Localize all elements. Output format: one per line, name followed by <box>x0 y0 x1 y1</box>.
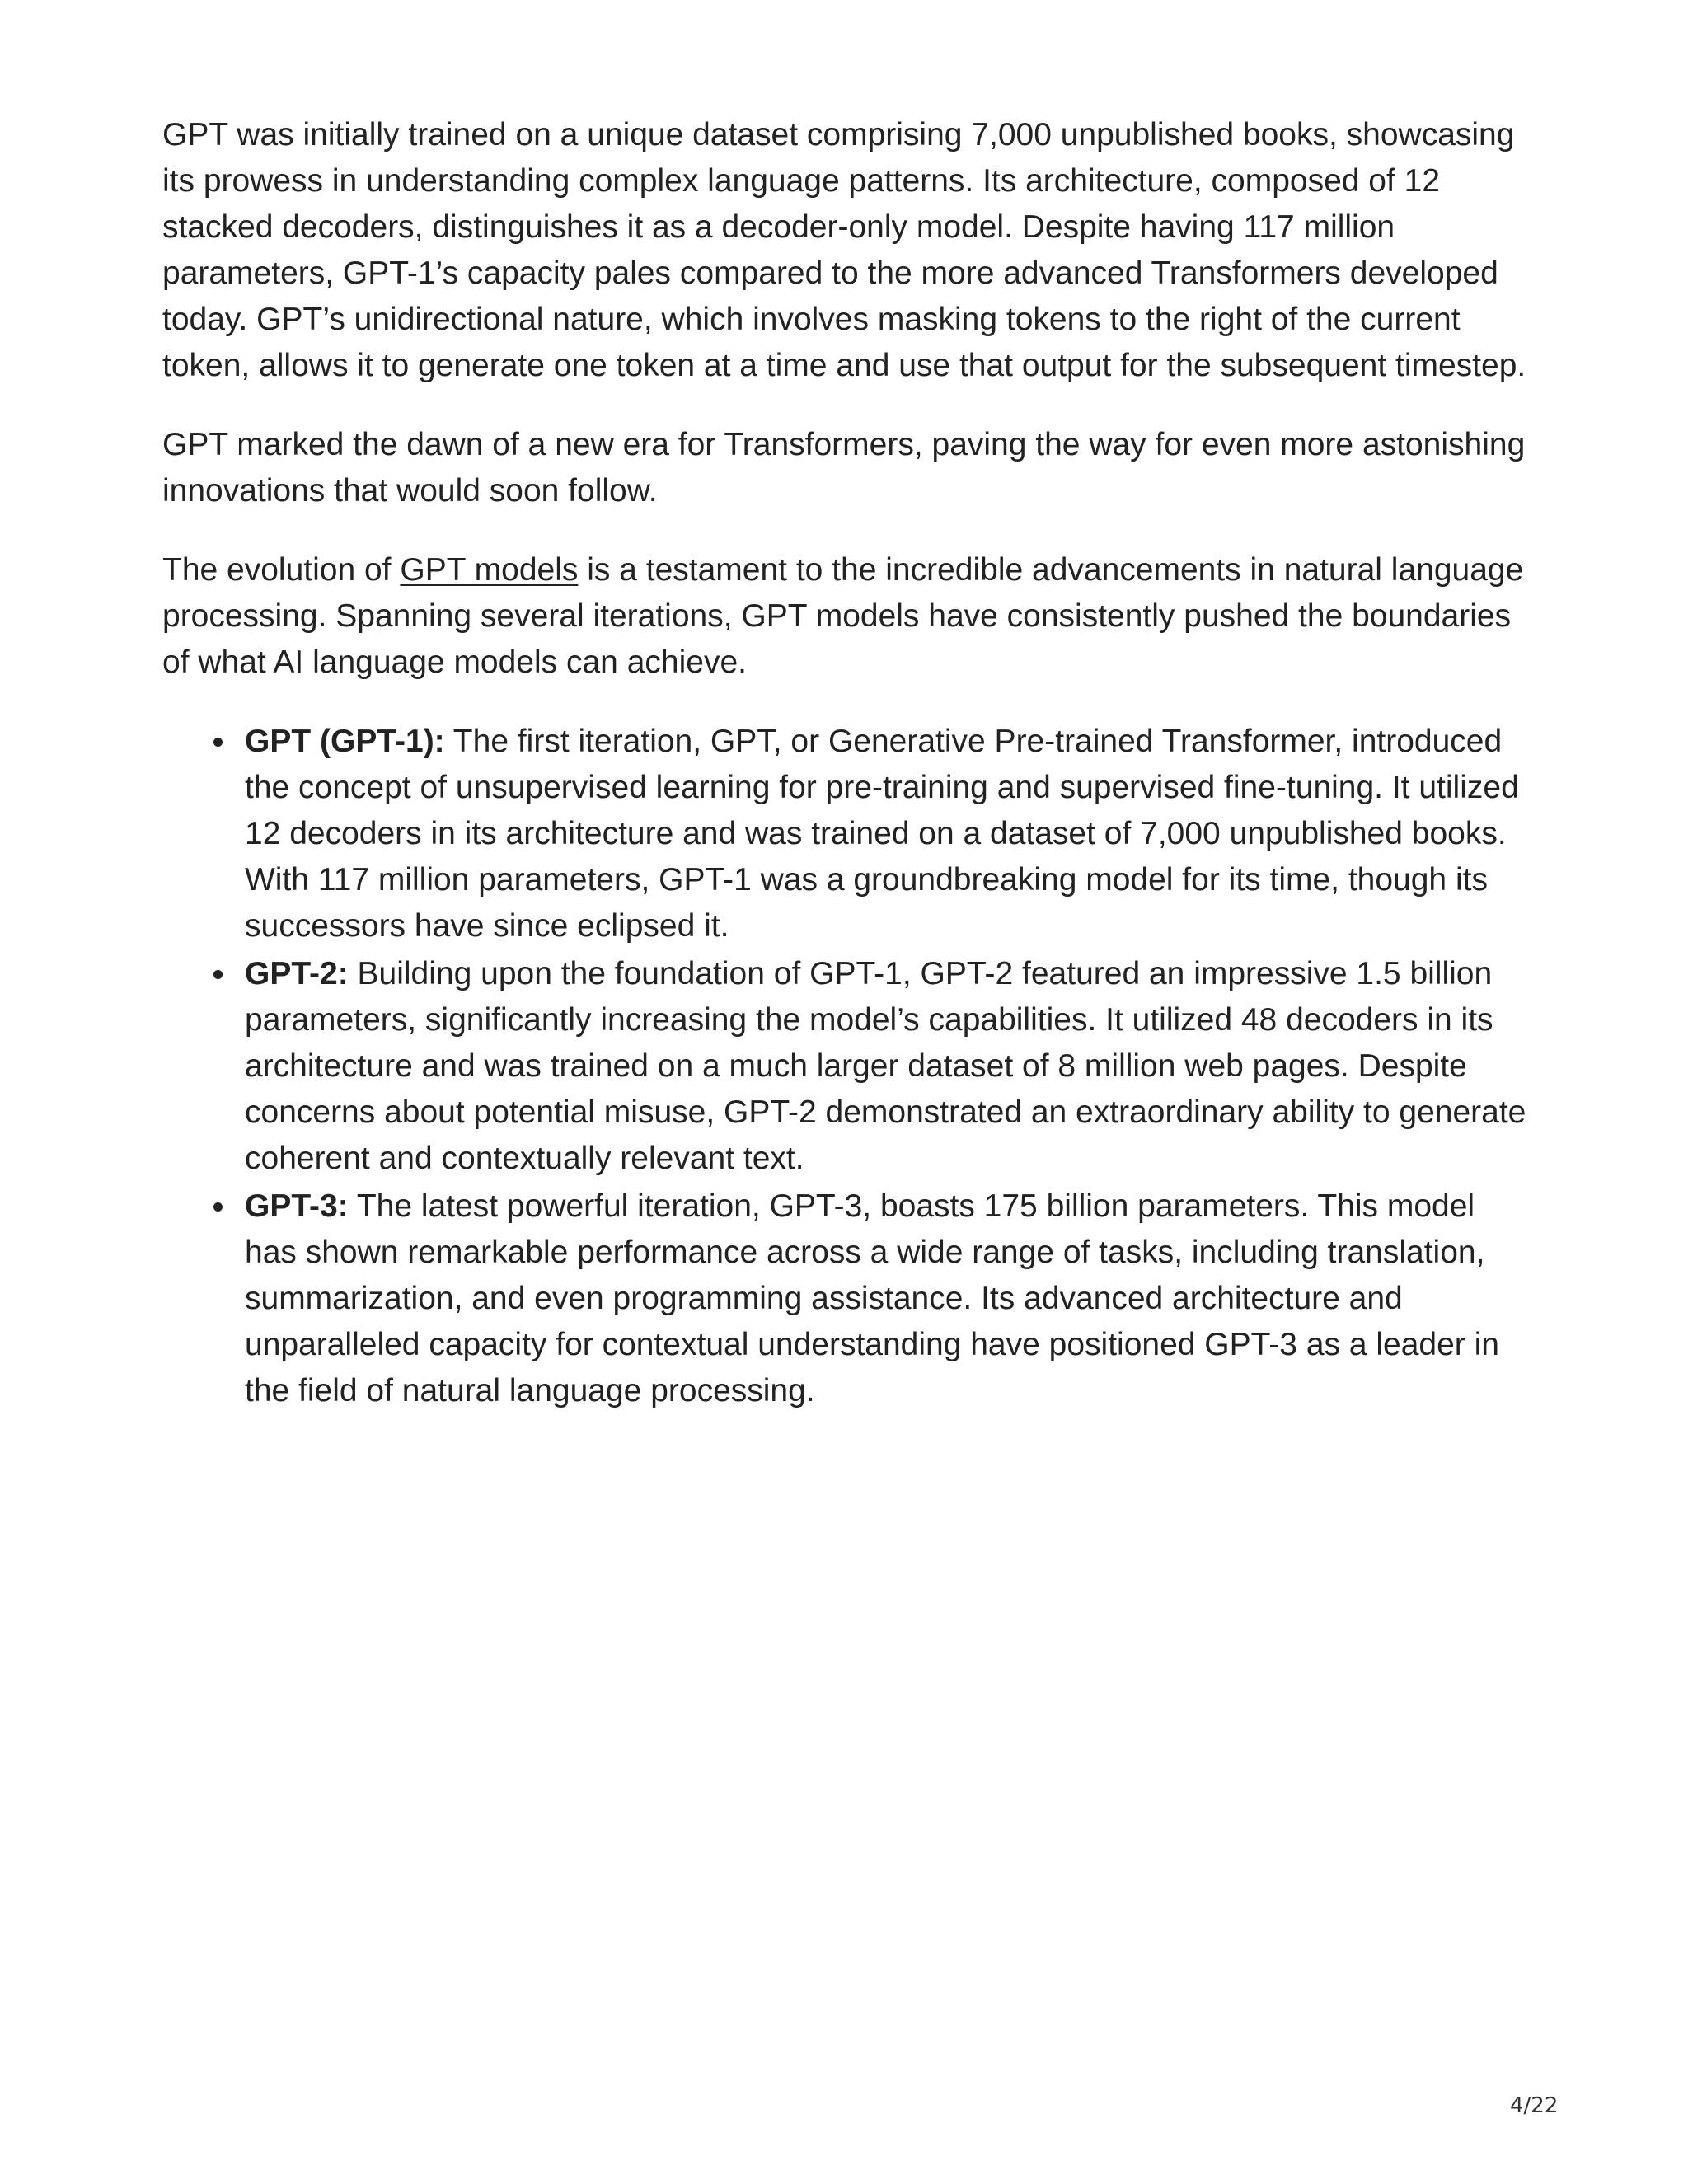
list-item-label: GPT-2: <box>245 956 349 991</box>
list-item-gpt-3 <box>245 1183 1531 1414</box>
list-item-gpt-1 <box>245 719 1531 949</box>
bullet-dot-icon <box>213 738 223 747</box>
article-body <box>162 112 1531 1416</box>
paragraph-gpt-new-era: GPT marked the dawn of a new era for Transformers, paving the way for even more astonishing innovations that would soon follow. <box>162 427 1526 509</box>
gpt-models-link[interactable]: GPT models <box>400 552 579 588</box>
list-item-label: GPT (GPT-1): <box>245 724 445 759</box>
paragraph-gpt-evolution <box>162 547 1531 686</box>
list-item-text: Building upon the foundation of GPT-1, GPT-2 featured an impressive 1.5 billion parameters, significantly increasing the model’s capabilities. It utilized 48 decoders in its architecture and was trained on a much larger dataset of 8 million web pages. Despite concerns about potential misuse, GPT-2 demonstrated an extraordinary ability to generate coherent and contextually relevant text. <box>245 956 1526 1176</box>
evolution-text-before-link: The evolution of <box>162 552 401 588</box>
list-item-label: GPT-3: <box>245 1188 349 1224</box>
list-item-text: The first iteration, GPT, or Generative Pre-trained Transformer, introduced the concept of unsupervised learning for pre-training and supervised fine-tuning. It utilized 12 decoders in its architecture and was trained on a dataset of 7,000 unpublished books. With 117 million parameters, GPT-1 was a groundbreaking model for its time, though its successors have since eclipsed it. <box>245 724 1519 944</box>
page-number: 4/22 <box>1510 2093 1559 2118</box>
list-item-text: The latest powerful iteration, GPT-3, boasts 175 billion parameters. This model has shown remarkable performance across a wide range of tasks, including translation, summarization, and even programming assistance. Its advanced architecture and unparalleled capacity for contextual understanding have positioned GPT-3 as a leader in the field of natural language processing. <box>245 1188 1499 1408</box>
list-item-gpt-2 <box>245 951 1531 1182</box>
gpt-versions-list <box>162 719 1531 1414</box>
bullet-dot-icon <box>213 1202 223 1212</box>
evolution-text-after-link: is a testament to the incredible advancements in natural language processing. Spanning several iterations, GPT models have consistently pushed the boundaries of what AI language models can achieve. <box>162 552 1524 680</box>
paragraph-gpt-training: GPT was initially trained on a unique dataset comprising 7,000 unpublished books, showcasing its prowess in understanding complex language patterns. Its architecture, composed of 12 stacked decoders, distinguishes it as a decoder-only model. Despite having 117 million parameters, GPT-1’s capacity pales compared to the more advanced Transformers developed today. GPT’s unidirectional nature, which involves masking tokens to the right of the current token, allows it to generate one token at a time and use that output for the subsequent timestep. <box>162 117 1526 383</box>
bullet-dot-icon <box>213 970 223 979</box>
